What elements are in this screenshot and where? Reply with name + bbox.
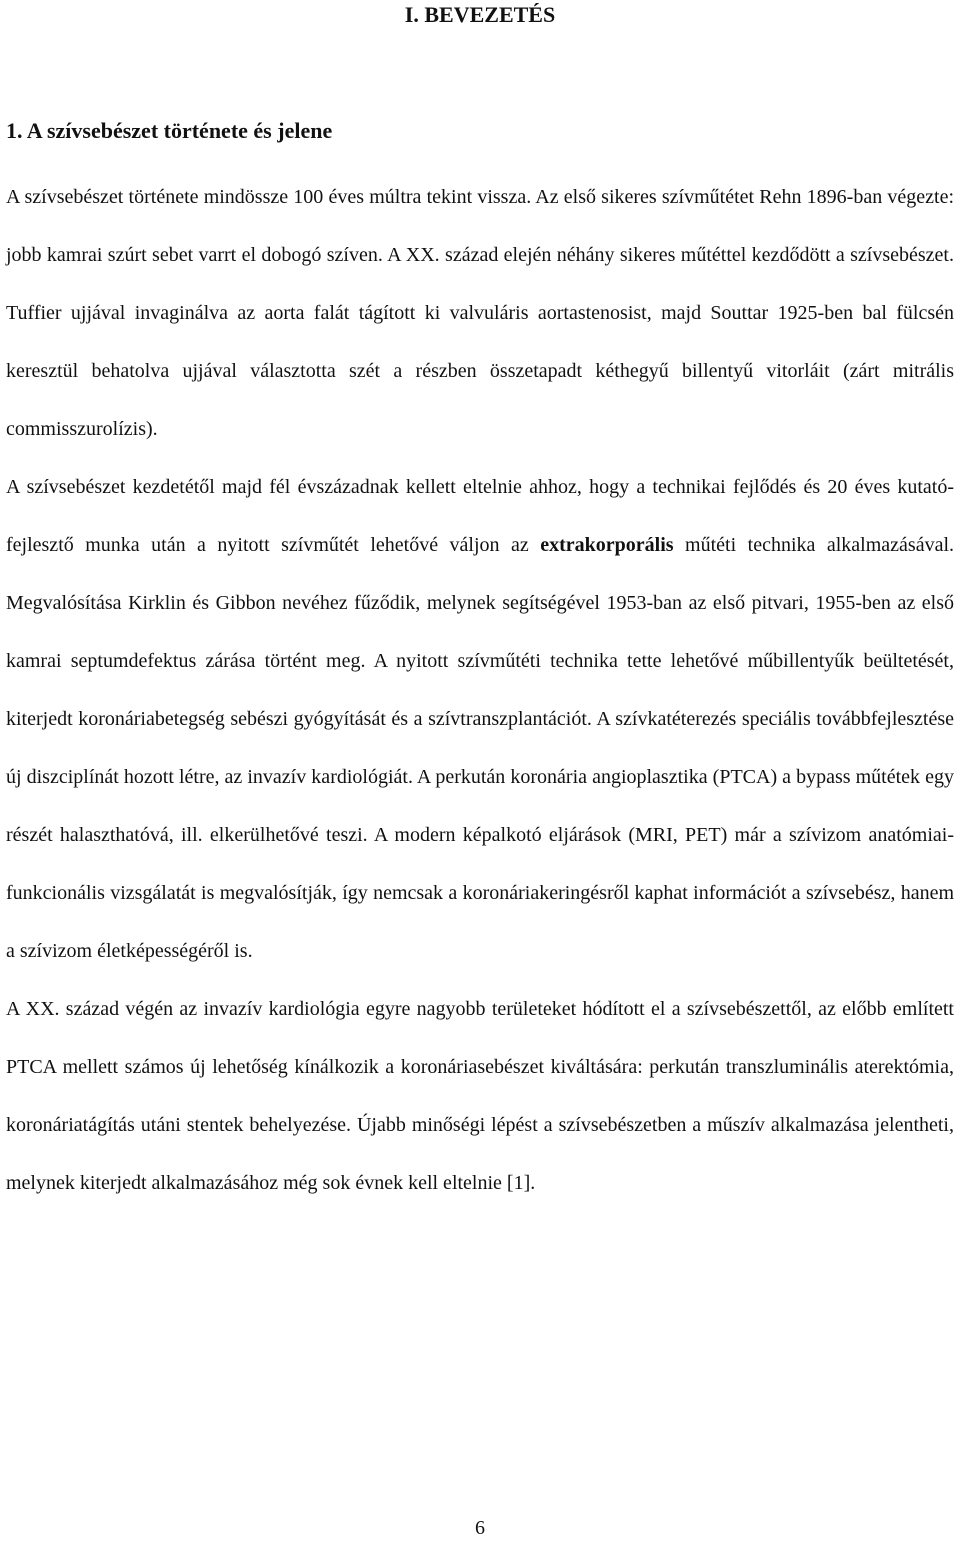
body-text <box>6 168 954 1212</box>
paragraph-history: A szívsebészet története mindössze 100 éves múltra tekint vissza. Az első sikeres szívműtétet Rehn 1896-ban végezte: jobb kamrai szúrt sebet varrt el dobogó szíven. A XX. század elején néhány sikeres műtéttel kezdődött a szívsebészet. Tuffier ujjával invaginálva az aorta falát tágított ki valvuláris aortastenosist, majd Souttar 1925-ben bal fülcsén keresztül behatolva ujjával választotta szét a részben összetapadt kéthegyű billentyű vitorláit (zárt mitrális commisszurolízis). <box>6 186 954 440</box>
page-number: 6 <box>475 1517 485 1539</box>
paragraph-text: A szívsebészet kezdetétől majd fél évszázadnak kellett eltelnie ahhoz, hogy a technikai fejlődés és 20 éves kutató-fejlesztő munka után a nyitott szívműtét lehetővé váljon az <box>6 476 954 556</box>
paragraph-text: műtéti technika alkalmazásával. Megvalósítása Kirklin és Gibbon nevéhez fűződik, melynek segítségével 1953-ban az első pitvari, 1955-ben az első kamrai septumdefektus zárása történt meg. A nyitott szívműtéti technika tette lehetővé műbillentyűk beültetését, kiterjedt koronáriabetegség sebészi gyógyítását és a szívtranszplantációt. A szívkatéterezés speciális továbbfejlesztése új diszciplínát hozott létre, az invazív kardiológiát. A perkután koronária angioplasztika (PTCA) a bypass műtétek egy részét halaszthatóvá, ill. elkerülhetővé teszi. A modern képalkotó eljárások (MRI, PET) már a szívizom anatómiai-funkcionális vizsgálatát is megvalósítják, így nemcsak a koronáriakeringésről kaphat információt a szívsebész, hanem a szívizom életképességéről is. <box>6 534 955 962</box>
chapter-title: I. BEVEZETÉS <box>404 2 556 27</box>
bold-term: extrakorporális <box>540 534 674 556</box>
paragraph-open-heart <box>6 458 954 980</box>
section-heading: 1. A szívsebészet története és jelene <box>6 118 333 143</box>
paragraph-invasive-cardiology: A XX. század végén az invazív kardiológia egyre nagyobb területeket hódított el a szívsebészettől, az előbb említett PTCA mellett számos új lehetőség kínálkozik a koronáriasebészet kiváltására: perkután transzluminális aterektómia, koronáriatágítás utáni stentek behelyezése. Újabb minőségi lépést a szívsebészetben a műszív alkalmazása jelentheti, melynek kiterjedt alkalmazásához még sok évnek kell eltelnie [1]. <box>6 998 954 1194</box>
